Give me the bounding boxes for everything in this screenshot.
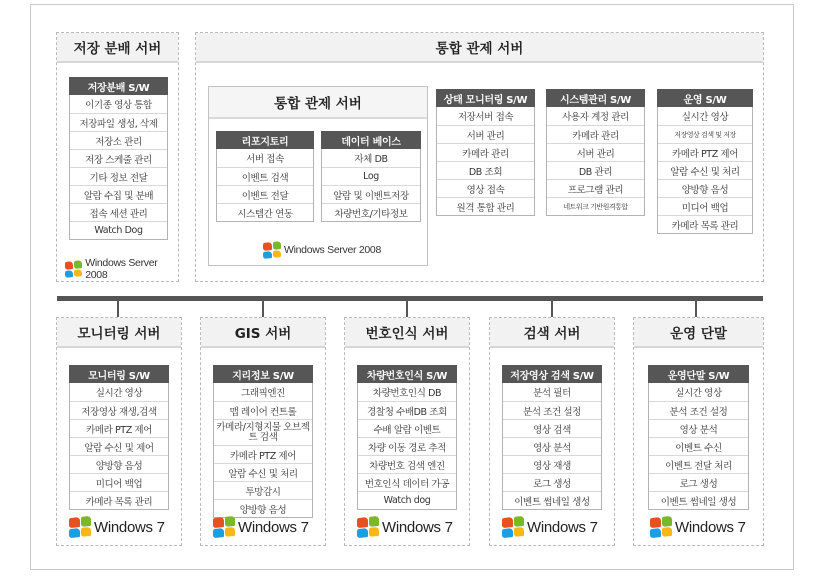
list-item: 수배 알람 이벤트 xyxy=(358,419,456,437)
server-title: GIS 서버 xyxy=(201,318,325,348)
sw-list xyxy=(502,383,602,510)
list-item: 카메라 관리 xyxy=(547,125,644,143)
list-item: 실시간 영상 xyxy=(658,107,752,125)
list-item: 카메라 목록 관리 xyxy=(70,491,168,509)
list-item: 이벤트 썸네일 생성 xyxy=(503,491,601,509)
repository-title: 리포지토리 xyxy=(216,131,314,149)
list-item: 네트워크 기반원격통합 xyxy=(547,197,644,215)
list-item: 저장소 관리 xyxy=(70,131,167,149)
list-item: 경찰청 수배DB 조회 xyxy=(358,401,456,419)
list-item: 영상 분석 xyxy=(649,419,748,437)
sw-list xyxy=(213,383,313,518)
server-title: 모니터링 서버 xyxy=(57,318,181,348)
list-item: 분석 필터 xyxy=(503,383,601,401)
list-item: 알람 수집 및 분배 xyxy=(70,185,167,203)
list-item: 양방향 음성 xyxy=(70,455,168,473)
search-sw xyxy=(502,365,602,510)
list-item: 양방향 음성 xyxy=(214,499,312,517)
repository-sw xyxy=(216,131,314,222)
list-item: 알람 수신 및 처리 xyxy=(214,463,312,481)
list-item: 이벤트 수신 xyxy=(649,437,748,455)
windows-flag-icon xyxy=(69,516,91,538)
bus-connector xyxy=(262,301,264,317)
windows7-logo xyxy=(650,517,746,537)
list-item: DB 조회 xyxy=(437,161,534,179)
list-item: 자체 DB xyxy=(322,149,420,167)
list-item: 맵 레이어 컨트롤 xyxy=(214,401,312,419)
windows-server-logo xyxy=(65,257,178,281)
system-mgmt-title: 시스템관리 S/W xyxy=(546,89,645,107)
list-item: 저장영상 재생,검색 xyxy=(70,401,168,419)
list-item: 이벤트 검색 xyxy=(217,167,313,185)
list-item: 번호인식 데이터 가공 xyxy=(358,473,456,491)
database-title: 데이터 베이스 xyxy=(321,131,421,149)
windows-flag-icon xyxy=(502,516,524,538)
bus-connector xyxy=(551,301,553,317)
windows-flag-icon xyxy=(213,516,235,538)
list-item: 영상 분석 xyxy=(503,437,601,455)
list-item: Watch dog xyxy=(358,491,456,509)
list-item: 영상 재생 xyxy=(503,455,601,473)
storage-sw-list xyxy=(69,95,168,240)
monitoring-sw xyxy=(69,365,169,510)
gis-server xyxy=(200,317,326,546)
list-item: 차량번호인식 DB xyxy=(358,383,456,401)
sw-list xyxy=(357,383,457,510)
list-item: 기타 정보 전달 xyxy=(70,167,167,185)
storage-sw xyxy=(69,77,168,240)
network-bus xyxy=(57,296,763,301)
plate-recognition-server xyxy=(344,317,470,546)
list-item: 차량 이동 경로 추적 xyxy=(358,437,456,455)
monitoring-server xyxy=(56,317,182,546)
system-mgmt-sw xyxy=(546,89,645,216)
storage-server-title: 저장 분배 서버 xyxy=(57,33,178,63)
list-item: 차량번호/기타정보 xyxy=(322,203,420,221)
storage-server xyxy=(56,32,179,282)
windows7-logo xyxy=(357,517,453,537)
storage-sw-title: 저장분배 S/W xyxy=(69,77,168,95)
list-item: 영상 접속 xyxy=(437,179,534,197)
integrated-inner-box xyxy=(208,86,428,266)
os-label: Windows 7 xyxy=(527,518,598,536)
sw-title: 운영단말 S/W xyxy=(648,365,749,383)
windows-flag-icon xyxy=(263,241,281,259)
list-item: 카메라 관리 xyxy=(437,143,534,161)
operation-title: 운영 S/W xyxy=(657,89,753,107)
list-item: 서버 접속 xyxy=(217,149,313,167)
list-item: 로그 생성 xyxy=(503,473,601,491)
bus-connector xyxy=(406,301,408,317)
list-item: 실시간 영상 xyxy=(70,383,168,401)
sw-title: 차량번호인식 S/W xyxy=(357,365,457,383)
bus-connector xyxy=(117,301,119,317)
list-item: 알람 및 이벤트저장 xyxy=(322,185,420,203)
list-item: 저장파일 생성, 삭제 xyxy=(70,113,167,131)
integrated-server xyxy=(195,32,764,282)
list-item: 그래픽엔진 xyxy=(214,383,312,401)
list-item: 서버 관리 xyxy=(547,143,644,161)
os-label: Windows Server 2008 xyxy=(85,257,158,281)
list-item: Log xyxy=(322,167,420,185)
list-item: 접속 세션 관리 xyxy=(70,203,167,221)
os-label: Windows 7 xyxy=(94,518,165,536)
bus-connector xyxy=(695,301,697,317)
list-item: 영상 검색 xyxy=(503,419,601,437)
server-title: 운영 단말 xyxy=(634,318,763,348)
list-item: 이벤트 전달 xyxy=(217,185,313,203)
os-label: Windows Server 2008 xyxy=(284,244,382,256)
windows-server-logo xyxy=(263,242,381,258)
list-item: 카메라 PTZ 제어 xyxy=(658,143,752,161)
list-item: 사용자 계정 관리 xyxy=(547,107,644,125)
sw-title: 저장영상 검색 S/W xyxy=(502,365,602,383)
list-item: 저장서버 접속 xyxy=(437,107,534,125)
os-label: Windows 7 xyxy=(382,518,453,536)
server-title: 번호인식 서버 xyxy=(345,318,469,348)
list-item: 분석 조건 설정 xyxy=(503,401,601,419)
list-item: 로그 생성 xyxy=(649,473,748,491)
list-item: 실시간 영상 xyxy=(649,383,748,401)
windows-flag-icon xyxy=(65,260,82,278)
status-monitoring-sw xyxy=(436,89,535,216)
list-item: 이기종 영상 통합 xyxy=(70,95,167,113)
list-item: 시스템간 연동 xyxy=(217,203,313,221)
integrated-server-title: 통합 관제 서버 xyxy=(196,33,763,63)
sw-title: 지리정보 S/W xyxy=(213,365,313,383)
windows-flag-icon xyxy=(650,516,672,538)
list-item: 서버 관리 xyxy=(437,125,534,143)
plate-recognition-sw xyxy=(357,365,457,510)
list-item: 투망감시 xyxy=(214,481,312,499)
list-item: Watch Dog xyxy=(70,221,167,239)
windows7-logo xyxy=(69,517,165,537)
list-item: 카메라 목록 관리 xyxy=(658,215,752,233)
list-item: 프로그램 관리 xyxy=(547,179,644,197)
list-item: 알람 수신 및 제어 xyxy=(70,437,168,455)
list-item: 차량번호 검색 엔진 xyxy=(358,455,456,473)
list-item: 저장 스케줄 관리 xyxy=(70,149,167,167)
sw-title: 모니터링 S/W xyxy=(69,365,169,383)
status-monitoring-list xyxy=(436,107,535,216)
list-item: 알람 수신 및 처리 xyxy=(658,161,752,179)
list-item: 이벤트 썸네일 생성 xyxy=(649,491,748,509)
os-label: Windows 7 xyxy=(238,518,309,536)
operation-sw xyxy=(657,89,753,234)
list-item: 카메라/지형지물 오브젝트 검색 xyxy=(214,419,312,445)
operation-list xyxy=(657,107,753,234)
repository-list xyxy=(216,149,314,222)
sw-list xyxy=(69,383,169,510)
os-label: Windows 7 xyxy=(675,518,746,536)
list-item: 양방향 음성 xyxy=(658,179,752,197)
system-mgmt-list xyxy=(546,107,645,216)
list-item: 카메라 PTZ 제어 xyxy=(214,445,312,463)
windows-flag-icon xyxy=(357,516,379,538)
sw-list xyxy=(648,383,749,510)
list-item: 이벤트 전달 처리 xyxy=(649,455,748,473)
inner-server-title: 통합 관제 서버 xyxy=(209,87,427,119)
list-item: 원격 통합 관리 xyxy=(437,197,534,215)
gis-sw xyxy=(213,365,313,518)
server-title: 검색 서버 xyxy=(490,318,614,348)
operation-terminal-sw xyxy=(648,365,749,510)
list-item: 미디어 백업 xyxy=(658,197,752,215)
windows7-logo xyxy=(213,517,309,537)
list-item: 미디어 백업 xyxy=(70,473,168,491)
database-sw xyxy=(321,131,421,222)
search-server xyxy=(489,317,615,546)
list-item: 분석 조건 설정 xyxy=(649,401,748,419)
list-item: 카메라 PTZ 제어 xyxy=(70,419,168,437)
database-list xyxy=(321,149,421,222)
list-item: 저장영상 검색 및 저장 xyxy=(658,125,752,143)
operation-terminal xyxy=(633,317,764,546)
list-item: DB 관리 xyxy=(547,161,644,179)
windows7-logo xyxy=(502,517,598,537)
status-monitoring-title: 상태 모니터링 S/W xyxy=(436,89,535,107)
